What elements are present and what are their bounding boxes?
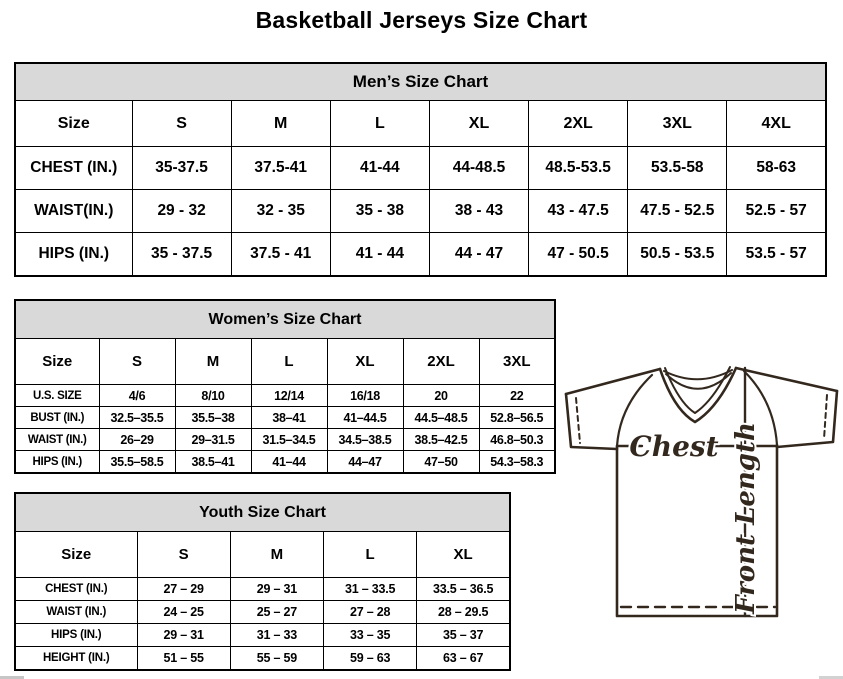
value-cell: 59 – 63 <box>324 647 417 671</box>
value-cell: 31 – 33 <box>230 624 323 647</box>
column-header: S <box>137 532 230 578</box>
value-cell: 22 <box>479 385 555 407</box>
value-cell: 35 – 37 <box>417 624 510 647</box>
value-cell: 4/6 <box>99 385 175 407</box>
row-label-cell: HEIGHT (IN.) <box>15 647 137 671</box>
page-title: Basketball Jerseys Size Chart <box>255 7 588 33</box>
value-cell: 35.5–38 <box>175 407 251 429</box>
value-cell: 52.5 - 57 <box>727 190 826 233</box>
value-cell: 32.5–35.5 <box>99 407 175 429</box>
value-cell: 63 – 67 <box>417 647 510 671</box>
row-label-cell: BUST (IN.) <box>15 407 99 429</box>
value-cell: 41–44 <box>251 451 327 474</box>
jersey-measurement-diagram <box>556 358 843 638</box>
value-cell: 33 – 35 <box>324 624 417 647</box>
value-cell: 51 – 55 <box>137 647 230 671</box>
value-cell: 20 <box>403 385 479 407</box>
column-header: M <box>230 532 323 578</box>
value-cell: 58-63 <box>727 147 826 190</box>
value-cell: 16/18 <box>327 385 403 407</box>
value-cell: 37.5-41 <box>231 147 330 190</box>
value-cell: 41–44.5 <box>327 407 403 429</box>
table-row <box>15 147 826 190</box>
womens-size-table <box>14 299 556 474</box>
table-row <box>15 407 555 429</box>
value-cell: 43 - 47.5 <box>529 190 628 233</box>
column-header: S <box>132 101 231 147</box>
value-cell: 26–29 <box>99 429 175 451</box>
value-cell: 41 - 44 <box>330 233 429 277</box>
value-cell: 47–50 <box>403 451 479 474</box>
table-caption-row <box>15 493 510 532</box>
column-header-row <box>15 101 826 147</box>
value-cell: 35.5–58.5 <box>99 451 175 474</box>
jersey-right-cuff-dashed-line <box>824 395 827 439</box>
value-cell: 38.5–41 <box>175 451 251 474</box>
value-cell: 53.5 - 57 <box>727 233 826 277</box>
value-cell: 31.5–34.5 <box>251 429 327 451</box>
row-label-cell: CHEST (IN.) <box>15 147 132 190</box>
column-header: XL <box>327 339 403 385</box>
row-label-cell: WAIST(IN.) <box>15 190 132 233</box>
value-cell: 28 – 29.5 <box>417 601 510 624</box>
column-header: L <box>330 101 429 147</box>
row-label-cell: WAIST (IN.) <box>15 429 99 451</box>
value-cell: 35 - 38 <box>330 190 429 233</box>
table-row <box>15 429 555 451</box>
jersey-diagram-svg <box>556 358 843 638</box>
value-cell: 31 – 33.5 <box>324 578 417 601</box>
row-label-cell: U.S. SIZE <box>15 385 99 407</box>
table-row <box>15 624 510 647</box>
table-caption-row <box>15 63 826 101</box>
value-cell: 55 – 59 <box>230 647 323 671</box>
size-column-header: Size <box>15 101 132 147</box>
value-cell: 48.5-53.5 <box>529 147 628 190</box>
table-row <box>15 601 510 624</box>
value-cell: 50.5 - 53.5 <box>628 233 727 277</box>
value-cell: 46.8–50.3 <box>479 429 555 451</box>
value-cell: 29–31.5 <box>175 429 251 451</box>
table-title: Women’s Size Chart <box>15 300 555 339</box>
jersey-left-sleeve <box>566 394 617 449</box>
value-cell: 8/10 <box>175 385 251 407</box>
row-label-cell: HIPS (IN.) <box>15 451 99 474</box>
value-cell: 38–41 <box>251 407 327 429</box>
value-cell: 35-37.5 <box>132 147 231 190</box>
value-cell: 47.5 - 52.5 <box>628 190 727 233</box>
column-header: S <box>99 339 175 385</box>
chest-label: Chest <box>629 430 719 463</box>
jersey-left-cuff-dashed-line <box>576 398 580 443</box>
table-row <box>15 190 826 233</box>
row-label-cell: CHEST (IN.) <box>15 578 137 601</box>
value-cell: 29 – 31 <box>230 578 323 601</box>
value-cell: 44–47 <box>327 451 403 474</box>
value-cell: 29 – 31 <box>137 624 230 647</box>
table-row <box>15 233 826 277</box>
value-cell: 38.5–42.5 <box>403 429 479 451</box>
table-title: Men’s Size Chart <box>15 63 826 101</box>
jersey-collar-arc-1 <box>664 370 732 379</box>
column-header: M <box>231 101 330 147</box>
column-header-row <box>15 339 555 385</box>
column-header: 3XL <box>628 101 727 147</box>
value-cell: 24 – 25 <box>137 601 230 624</box>
size-column-header: Size <box>15 532 137 578</box>
value-cell: 27 – 28 <box>324 601 417 624</box>
column-header: L <box>251 339 327 385</box>
value-cell: 38 - 43 <box>429 190 528 233</box>
table-row <box>15 385 555 407</box>
value-cell: 25 – 27 <box>230 601 323 624</box>
row-label-cell: HIPS (IN.) <box>15 624 137 647</box>
value-cell: 54.3–58.3 <box>479 451 555 474</box>
value-cell: 27 – 29 <box>137 578 230 601</box>
table-title: Youth Size Chart <box>15 493 510 532</box>
size-column-header: Size <box>15 339 99 385</box>
column-header: XL <box>429 101 528 147</box>
value-cell: 35 - 37.5 <box>132 233 231 277</box>
value-cell: 47 - 50.5 <box>529 233 628 277</box>
column-header: M <box>175 339 251 385</box>
jersey-collar-inner <box>665 367 730 413</box>
value-cell: 44.5–48.5 <box>403 407 479 429</box>
column-header: 4XL <box>727 101 826 147</box>
column-header: 2XL <box>529 101 628 147</box>
value-cell: 37.5 - 41 <box>231 233 330 277</box>
value-cell: 44 - 47 <box>429 233 528 277</box>
column-header: L <box>324 532 417 578</box>
table-row <box>15 647 510 671</box>
table-row <box>15 451 555 474</box>
table-caption-row <box>15 300 555 339</box>
column-header-row <box>15 532 510 578</box>
value-cell: 52.8–56.5 <box>479 407 555 429</box>
value-cell: 53.5-58 <box>628 147 727 190</box>
table-row <box>15 578 510 601</box>
value-cell: 34.5–38.5 <box>327 429 403 451</box>
value-cell: 33.5 – 36.5 <box>417 578 510 601</box>
column-header: 2XL <box>403 339 479 385</box>
value-cell: 41-44 <box>330 147 429 190</box>
value-cell: 29 - 32 <box>132 190 231 233</box>
jersey-right-sleeve <box>777 391 837 447</box>
column-header: XL <box>417 532 510 578</box>
mens-size-table <box>14 62 827 277</box>
front-length-label: Front Length <box>731 422 761 614</box>
row-label-cell: HIPS (IN.) <box>15 233 132 277</box>
value-cell: 32 - 35 <box>231 190 330 233</box>
youth-size-table <box>14 492 511 671</box>
value-cell: 44-48.5 <box>429 147 528 190</box>
column-header: 3XL <box>479 339 555 385</box>
value-cell: 12/14 <box>251 385 327 407</box>
row-label-cell: WAIST (IN.) <box>15 601 137 624</box>
